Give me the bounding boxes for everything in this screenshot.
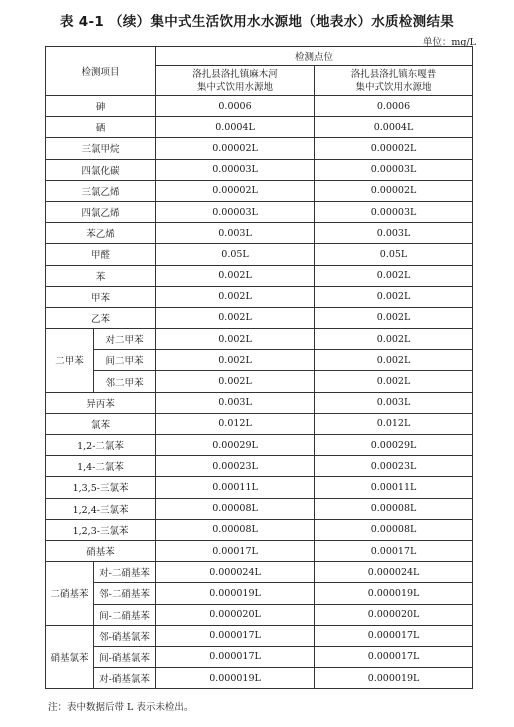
value-cell: 0.00008L <box>315 498 473 519</box>
value-cell: 0.000019L <box>156 668 315 689</box>
value-cell: 0.003L <box>156 392 315 413</box>
item-cell: 对二甲苯 <box>94 329 156 350</box>
table-row <box>46 625 473 646</box>
table-row <box>46 604 473 625</box>
value-cell: 0.0004L <box>156 117 315 138</box>
item-cell: 间-硝基氯苯 <box>94 646 156 667</box>
table-row <box>46 498 473 519</box>
group-cell: 二硝基苯 <box>46 562 94 626</box>
table-row <box>46 562 473 583</box>
value-cell: 0.00008L <box>315 519 473 540</box>
value-cell: 0.0006 <box>156 96 315 117</box>
item-cell: 砷 <box>46 96 156 117</box>
table-row <box>46 180 473 201</box>
value-cell: 0.000017L <box>315 646 473 667</box>
value-cell: 0.0004L <box>315 117 473 138</box>
value-cell: 0.003L <box>156 223 315 244</box>
value-cell: 0.00003L <box>156 201 315 222</box>
item-cell: 氯苯 <box>46 413 156 434</box>
table-row <box>46 519 473 540</box>
value-cell: 0.000024L <box>315 562 473 583</box>
item-cell: 四氯化碳 <box>46 159 156 180</box>
item-cell: 四氯乙烯 <box>46 201 156 222</box>
value-cell: 0.000020L <box>156 604 315 625</box>
table-row <box>46 265 473 286</box>
value-cell: 0.00002L <box>156 180 315 201</box>
table-row <box>46 435 473 456</box>
value-cell: 0.002L <box>315 286 473 307</box>
value-cell: 0.002L <box>315 329 473 350</box>
value-cell: 0.000019L <box>156 583 315 604</box>
unit-label: 单位：mg/L <box>422 37 476 48</box>
site1-line1: 洛扎县洛扎镇麻木河 <box>192 68 278 80</box>
table-row <box>46 96 473 117</box>
table-row <box>46 201 473 222</box>
group-cell: 二甲苯 <box>46 329 94 393</box>
table-row <box>46 138 473 159</box>
header-item: 检测项目 <box>46 47 156 96</box>
value-cell: 0.002L <box>315 265 473 286</box>
value-cell: 0.00017L <box>315 540 473 561</box>
value-cell: 0.000020L <box>315 604 473 625</box>
value-cell: 0.00011L <box>156 477 315 498</box>
value-cell: 0.00029L <box>315 435 473 456</box>
table-row <box>46 392 473 413</box>
value-cell: 0.05L <box>315 244 473 265</box>
item-cell: 间-二硝基苯 <box>94 604 156 625</box>
table-row <box>46 223 473 244</box>
site2-line2: 集中式饮用水源地 <box>355 81 432 93</box>
value-cell: 0.012L <box>156 413 315 434</box>
item-cell: 硒 <box>46 117 156 138</box>
value-cell: 0.003L <box>315 223 473 244</box>
value-cell: 0.002L <box>315 350 473 371</box>
value-cell: 0.003L <box>315 392 473 413</box>
item-cell: 三氯甲烷 <box>46 138 156 159</box>
value-cell: 0.00023L <box>156 456 315 477</box>
item-cell: 对-二硝基苯 <box>94 562 156 583</box>
value-cell: 0.002L <box>156 307 315 328</box>
site2-line1: 洛扎县洛扎镇东嘎普 <box>350 68 437 80</box>
table-row <box>46 477 473 498</box>
item-cell: 苯 <box>46 265 156 286</box>
value-cell: 0.000024L <box>156 562 315 583</box>
header-site-1 <box>156 66 315 96</box>
results-table <box>45 46 473 689</box>
value-cell: 0.000017L <box>156 646 315 667</box>
value-cell: 0.00003L <box>156 159 315 180</box>
value-cell: 0.00008L <box>156 519 315 540</box>
site1-line2: 集中式饮用水源地 <box>197 81 274 93</box>
item-cell: 邻二甲苯 <box>94 371 156 392</box>
value-cell: 0.000019L <box>315 668 473 689</box>
value-cell: 0.002L <box>156 265 315 286</box>
table-row <box>46 350 473 371</box>
item-cell: 1,2-二氯苯 <box>46 435 156 456</box>
value-cell: 0.00002L <box>156 138 315 159</box>
table-row <box>46 668 473 689</box>
table-row <box>46 371 473 392</box>
table-row <box>46 307 473 328</box>
group-cell: 硝基氯苯 <box>46 625 94 689</box>
table-row <box>46 244 473 265</box>
value-cell: 0.00017L <box>156 540 315 561</box>
table-row <box>46 583 473 604</box>
item-cell: 硝基苯 <box>46 540 156 561</box>
table-row <box>46 456 473 477</box>
table-title: 表 4-1 （续）集中式生活饮用水水源地（地表水）水质检测结果 <box>59 14 455 30</box>
value-cell: 0.002L <box>156 286 315 307</box>
item-cell: 乙苯 <box>46 307 156 328</box>
value-cell: 0.000017L <box>156 625 315 646</box>
table-row <box>46 117 473 138</box>
item-cell: 邻-硝基氯苯 <box>94 625 156 646</box>
value-cell: 0.002L <box>156 371 315 392</box>
item-cell: 1,2,3-三氯苯 <box>46 519 156 540</box>
value-cell: 0.00008L <box>156 498 315 519</box>
value-cell: 0.012L <box>315 413 473 434</box>
table-row <box>46 329 473 350</box>
item-cell: 邻-二硝基苯 <box>94 583 156 604</box>
value-cell: 0.00029L <box>156 435 315 456</box>
value-cell: 0.00002L <box>315 180 473 201</box>
value-cell: 0.000019L <box>315 583 473 604</box>
value-cell: 0.00023L <box>315 456 473 477</box>
header-site-2 <box>315 66 473 96</box>
header-points: 检测点位 <box>156 47 473 66</box>
table-row <box>46 159 473 180</box>
item-cell: 1,3,5-三氯苯 <box>46 477 156 498</box>
footnote: 注：表中数据后带 L 表示未检出。 <box>48 702 194 713</box>
item-cell: 三氯乙烯 <box>46 180 156 201</box>
item-cell: 甲醛 <box>46 244 156 265</box>
value-cell: 0.00003L <box>315 201 473 222</box>
table-row <box>46 286 473 307</box>
item-cell: 异丙苯 <box>46 392 156 413</box>
value-cell: 0.002L <box>315 371 473 392</box>
item-cell: 1,4-二氯苯 <box>46 456 156 477</box>
table-row <box>46 413 473 434</box>
table-row <box>46 646 473 667</box>
value-cell: 0.002L <box>315 307 473 328</box>
item-cell: 1,2,4-三氯苯 <box>46 498 156 519</box>
value-cell: 0.0006 <box>315 96 473 117</box>
value-cell: 0.00002L <box>315 138 473 159</box>
value-cell: 0.002L <box>156 350 315 371</box>
item-cell: 间二甲苯 <box>94 350 156 371</box>
item-cell: 苯乙烯 <box>46 223 156 244</box>
value-cell: 0.00011L <box>315 477 473 498</box>
value-cell: 0.00003L <box>315 159 473 180</box>
item-cell: 甲苯 <box>46 286 156 307</box>
value-cell: 0.000017L <box>315 625 473 646</box>
value-cell: 0.05L <box>156 244 315 265</box>
value-cell: 0.002L <box>156 329 315 350</box>
item-cell: 对-硝基氯苯 <box>94 668 156 689</box>
table-row <box>46 540 473 561</box>
